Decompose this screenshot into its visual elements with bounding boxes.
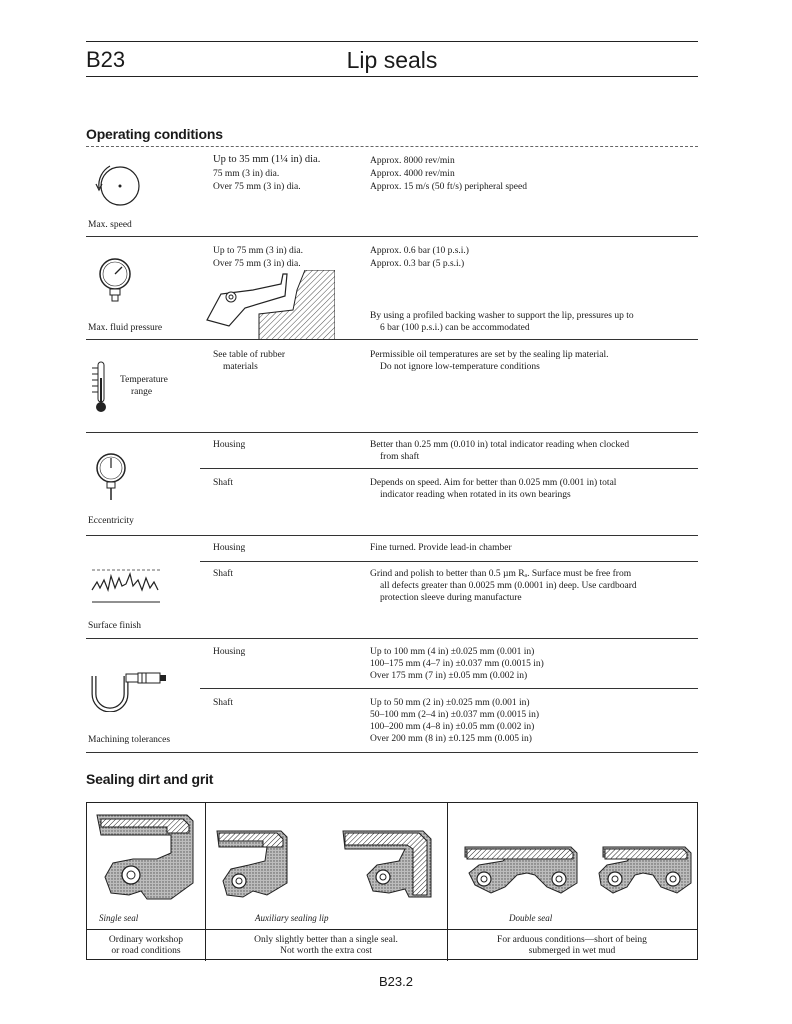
- page-number: B23.2: [379, 974, 413, 989]
- surface-housing-text: Fine turned. Provide lead-in chamber: [370, 543, 512, 553]
- micrometer-icon: [90, 670, 170, 712]
- row-divider: [87, 929, 697, 930]
- surface-shaft-2: all defects greater than 0.0025 mm (0.0001 in) deep. Use cardboard: [380, 581, 637, 591]
- eccentricity-shaft-label: Shaft: [213, 478, 234, 488]
- double-seal-desc-2: submerged in wet mud: [528, 946, 616, 956]
- pressure-gauge-icon: [95, 256, 135, 306]
- tolerance-housing-3: Over 175 mm (7 in) ±0.05 mm (0.002 in): [370, 671, 528, 681]
- dial-indicator-icon: [94, 450, 128, 502]
- eccentricity-housing-label: Housing: [213, 440, 246, 450]
- surface-roughness-icon: [88, 566, 162, 606]
- temperature-right-2: Do not ignore low-temperature conditions: [380, 362, 540, 372]
- tolerance-shaft-2: 50–100 mm (2–4 in) ±0.037 mm (0.0015 in): [370, 710, 540, 720]
- seal-diagrams: [87, 803, 697, 928]
- surface-shaft-label: Shaft: [213, 569, 234, 579]
- backing-washer-diagram: [205, 270, 335, 340]
- pressure-size-1: Up to 75 mm (3 in) dia.: [213, 246, 303, 256]
- speed-value-3: Approx. 15 m/s (50 ft/s) peripheral speed: [370, 182, 527, 192]
- eccentricity-label: Eccentricity: [88, 516, 134, 526]
- auxiliary-lip-desc-2: Not worth the extra cost: [280, 946, 372, 956]
- double-seal-caption: Double seal: [509, 913, 553, 923]
- divider: [86, 236, 698, 237]
- surface-shaft-3: protection sleeve during manufacture: [380, 593, 522, 603]
- divider: [200, 688, 698, 689]
- double-seal-diagram-2: [599, 847, 691, 893]
- divider: [86, 432, 698, 433]
- single-seal-diagram: [97, 815, 193, 899]
- thermometer-icon: [90, 360, 112, 414]
- divider: [86, 535, 698, 536]
- eccentricity-shaft-2: indicator reading when rotated in its own bearings: [380, 490, 571, 500]
- tolerance-housing-label: Housing: [213, 647, 246, 657]
- surface-housing-label: Housing: [213, 543, 246, 553]
- temperature-left-1: See table of rubber: [213, 350, 286, 360]
- surface-finish-label: Surface finish: [88, 621, 142, 631]
- tolerance-shaft-label: Shaft: [213, 698, 234, 708]
- tolerance-shaft-3: 100–200 mm (4–8 in) ±0.05 mm (0.002 in): [370, 722, 535, 732]
- temperature-label-2: range: [131, 387, 153, 397]
- auxiliary-lip-caption: Auxiliary sealing lip: [255, 913, 329, 923]
- max-speed-label: Max. speed: [88, 220, 132, 230]
- machining-tolerances-label: Machining tolerances: [88, 735, 171, 745]
- auxiliary-lip-desc-1: Only slightly better than a single seal.: [254, 935, 398, 945]
- page-title: Lip seals: [346, 47, 438, 73]
- single-seal-caption: Single seal: [99, 913, 139, 923]
- seal-comparison-table: [86, 802, 698, 960]
- temperature-right-1: Permissible oil temperatures are set by the sealing lip material.: [370, 350, 609, 360]
- sealing-dirt-heading: Sealing dirt and grit: [86, 771, 214, 787]
- operating-conditions-heading: Operating conditions: [86, 126, 223, 142]
- tolerance-shaft-4: Over 200 mm (8 in) ±0.125 mm (0.005 in): [370, 734, 532, 744]
- divider: [86, 339, 698, 340]
- divider: [200, 561, 698, 562]
- pressure-value-1: Approx. 0.6 bar (10 p.s.i.): [370, 246, 469, 256]
- single-seal-desc-1: Ordinary workshop: [108, 935, 184, 945]
- max-pressure-label: Max. fluid pressure: [88, 323, 163, 333]
- speed-size-1: Up to 35 mm (1¼ in) dia.: [213, 154, 321, 165]
- auxiliary-lip-diagram-2: [343, 831, 431, 897]
- pressure-note-line2: 6 bar (100 p.s.i.) can be accommodated: [380, 323, 530, 333]
- pressure-note-line1: By using a profiled backing washer to support the lip, pressures up to: [370, 311, 634, 321]
- single-seal-desc-2: or road conditions: [111, 946, 181, 956]
- speed-value-2: Approx. 4000 rev/min: [370, 169, 455, 179]
- pressure-value-2: Approx. 0.3 bar (5 p.s.i.): [370, 259, 465, 269]
- surface-shaft-1: Grind and polish to better than 0.5 µm Rₐ. Surface must be free from: [370, 569, 632, 579]
- tolerance-housing-1: Up to 100 mm (4 in) ±0.025 mm (0.001 in): [370, 647, 535, 657]
- speed-size-3: Over 75 mm (3 in) dia.: [213, 182, 301, 192]
- section-code: B23: [86, 47, 126, 72]
- eccentricity-shaft-1: Depends on speed. Aim for better than 0.025 mm (0.001 in) total: [370, 478, 617, 488]
- divider: [86, 146, 698, 147]
- divider: [86, 752, 698, 753]
- eccentricity-housing-1: Better than 0.25 mm (0.010 in) total indicator reading when clocked: [370, 440, 630, 450]
- pressure-size-2: Over 75 mm (3 in) dia.: [213, 259, 301, 269]
- speed-value-1: Approx. 8000 rev/min: [370, 156, 455, 166]
- divider: [86, 638, 698, 639]
- temperature-left-2: materials: [223, 362, 258, 372]
- eccentricity-housing-2: from shaft: [380, 452, 420, 462]
- divider: [200, 468, 698, 469]
- double-seal-desc-1: For arduous conditions—short of being: [497, 935, 647, 945]
- page-header: [86, 41, 698, 77]
- temperature-label: Temperature: [120, 375, 168, 385]
- double-seal-diagram-1: [465, 847, 577, 893]
- tolerance-shaft-1: Up to 50 mm (2 in) ±0.025 mm (0.001 in): [370, 698, 530, 708]
- speed-size-2: 75 mm (3 in) dia.: [213, 169, 280, 179]
- auxiliary-lip-diagram-1: [217, 831, 287, 897]
- tolerance-housing-2: 100–175 mm (4–7 in) ±0.037 mm (0.0015 in): [370, 659, 544, 669]
- rotation-speed-icon: [88, 158, 148, 208]
